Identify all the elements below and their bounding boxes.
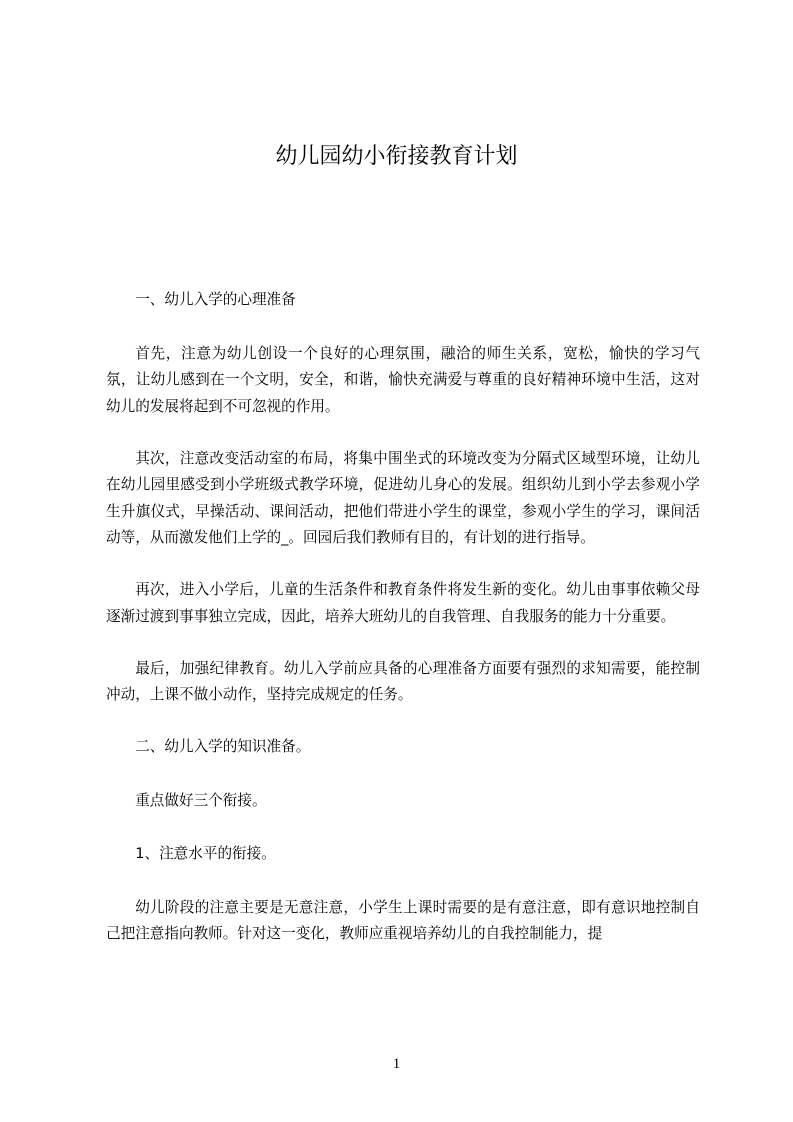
page-number: 1 <box>392 1056 401 1072</box>
paragraph-last: 最后，加强纪律教育。幼儿入学前应具备的心理准备方面要有强烈的求知需要，能控制冲动，上课不做小动作，坚持完成规定的任务。 <box>106 659 700 703</box>
paragraph-first: 首先，注意为幼儿创设一个良好的心理氛围，融洽的师生关系，宽松，愉快的学习气氛，让幼儿感到在一个文明，安全，和谐，愉快充满爱与尊重的良好精神环境中生活，这对幼儿的发展将起到不可忽视的作用。 <box>106 344 700 415</box>
paragraph-third: 再次，进入小学后，儿童的生活条件和教育条件将发生新的变化。幼儿由事事依赖父母逐渐过渡到事事独立完成，因此，培养大班幼儿的自我管理、自我服务的能力十分重要。 <box>106 581 700 625</box>
document-body <box>106 287 700 948</box>
key-point-line: 重点做好三个衔接。 <box>135 791 267 809</box>
paragraph-second: 其次，注意改变活动室的布局，将集中围坐式的环境改变为分隔式区域型环境，让幼儿在幼儿园里感受到小学班级式教学环境，促进幼儿身心的发展。组织幼儿到小学去参观小学生升旗仪式，早操活动、课间活动，把他们带进小学生的课堂，参观小学生的学习，课间活动等，从而激发他们上学的_。回园后我们教师有目的，有计划的进行指导。 <box>106 449 700 546</box>
section-heading-psychological: 一、幼儿入学的心理准备 <box>135 291 296 308</box>
subheading-attention: 1、注意水平的衔接。 <box>135 845 276 862</box>
paragraph-attention: 幼儿阶段的注意主要是无意注意，小学生上课时需要的是有意注意，即有意识地控制自己把注意指向教师。针对这一变化，教师应重视培养幼儿的自我控制能力，提 <box>106 898 700 942</box>
document-title: 幼儿园幼小衔接教育计划 <box>275 144 518 169</box>
section-heading-knowledge: 二、幼儿入学的知识准备。 <box>135 738 311 755</box>
